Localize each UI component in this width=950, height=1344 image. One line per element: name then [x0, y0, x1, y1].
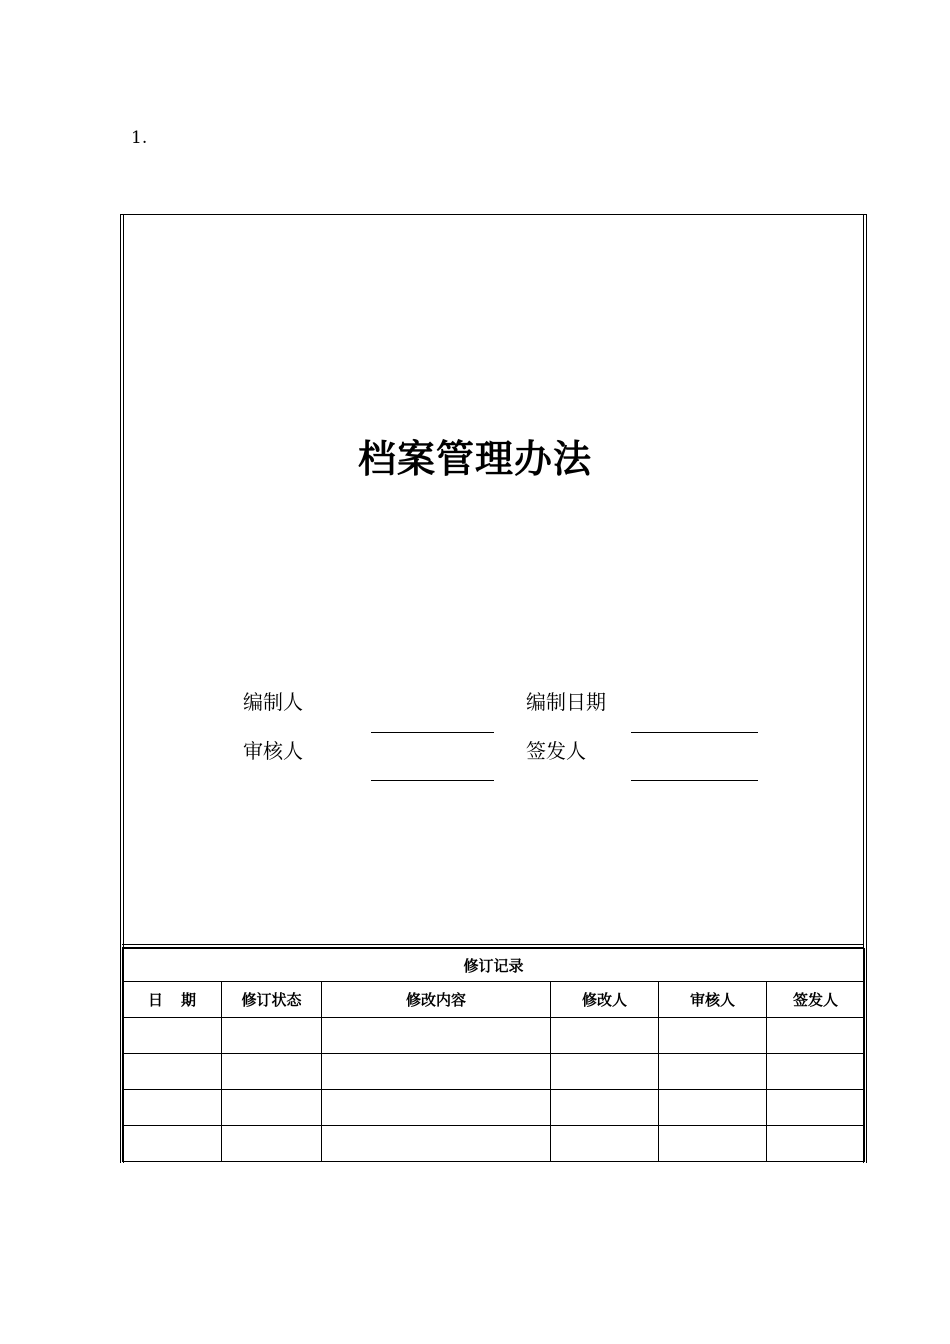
table-cell[interactable] [322, 1018, 551, 1054]
table-cell[interactable] [123, 1126, 222, 1162]
column-header-revision-status: 修订状态 [222, 982, 322, 1018]
table-cell[interactable] [659, 1090, 767, 1126]
compiler-signature-line [371, 732, 494, 733]
table-cell[interactable] [222, 1054, 322, 1090]
table-cell[interactable] [222, 1126, 322, 1162]
table-cell[interactable] [551, 1090, 659, 1126]
compile-date-line [631, 732, 758, 733]
table-header-row [123, 982, 865, 1018]
table-row [123, 1126, 865, 1162]
table-cell[interactable] [551, 1018, 659, 1054]
table-row [123, 1054, 865, 1090]
table-cell[interactable] [222, 1090, 322, 1126]
table-cell[interactable] [222, 1018, 322, 1054]
table-cell[interactable] [551, 1126, 659, 1162]
table-cell[interactable] [322, 1126, 551, 1162]
column-header-reviewer: 审核人 [659, 982, 767, 1018]
table-row [123, 1018, 865, 1054]
compile-date-label: 编制日期 [526, 690, 606, 714]
table-cell[interactable] [767, 1018, 865, 1054]
column-header-date: 日期 [123, 982, 222, 1018]
table-cell[interactable] [659, 1054, 767, 1090]
column-header-issuer: 签发人 [767, 982, 865, 1018]
frame-left-outer-border [120, 215, 121, 1163]
frame-right-outer-border [866, 215, 867, 1163]
revision-record-table [122, 948, 865, 1162]
reviewer-signature-line [371, 780, 494, 781]
table-cell[interactable] [123, 1018, 222, 1054]
table-cell[interactable] [767, 1090, 865, 1126]
table-cell[interactable] [322, 1090, 551, 1126]
table-cell[interactable] [767, 1126, 865, 1162]
compiler-label: 编制人 [243, 690, 303, 714]
column-header-change-content: 修改内容 [322, 982, 551, 1018]
table-row [123, 1090, 865, 1126]
table-cell[interactable] [767, 1054, 865, 1090]
column-header-modifier: 修改人 [551, 982, 659, 1018]
table-cell[interactable] [659, 1126, 767, 1162]
table-cell[interactable] [123, 1054, 222, 1090]
table-cell[interactable] [123, 1090, 222, 1126]
reviewer-label: 审核人 [243, 739, 303, 763]
table-cell[interactable] [659, 1018, 767, 1054]
issuer-signature-line [631, 780, 758, 781]
issuer-label: 签发人 [526, 739, 586, 763]
revision-record-caption: 修订记录 [123, 949, 865, 982]
revision-record-section [122, 944, 864, 1162]
document-title: 档案管理办法 [357, 437, 592, 481]
page-number: 1. [131, 128, 148, 148]
table-cell[interactable] [322, 1054, 551, 1090]
table-cell[interactable] [551, 1054, 659, 1090]
